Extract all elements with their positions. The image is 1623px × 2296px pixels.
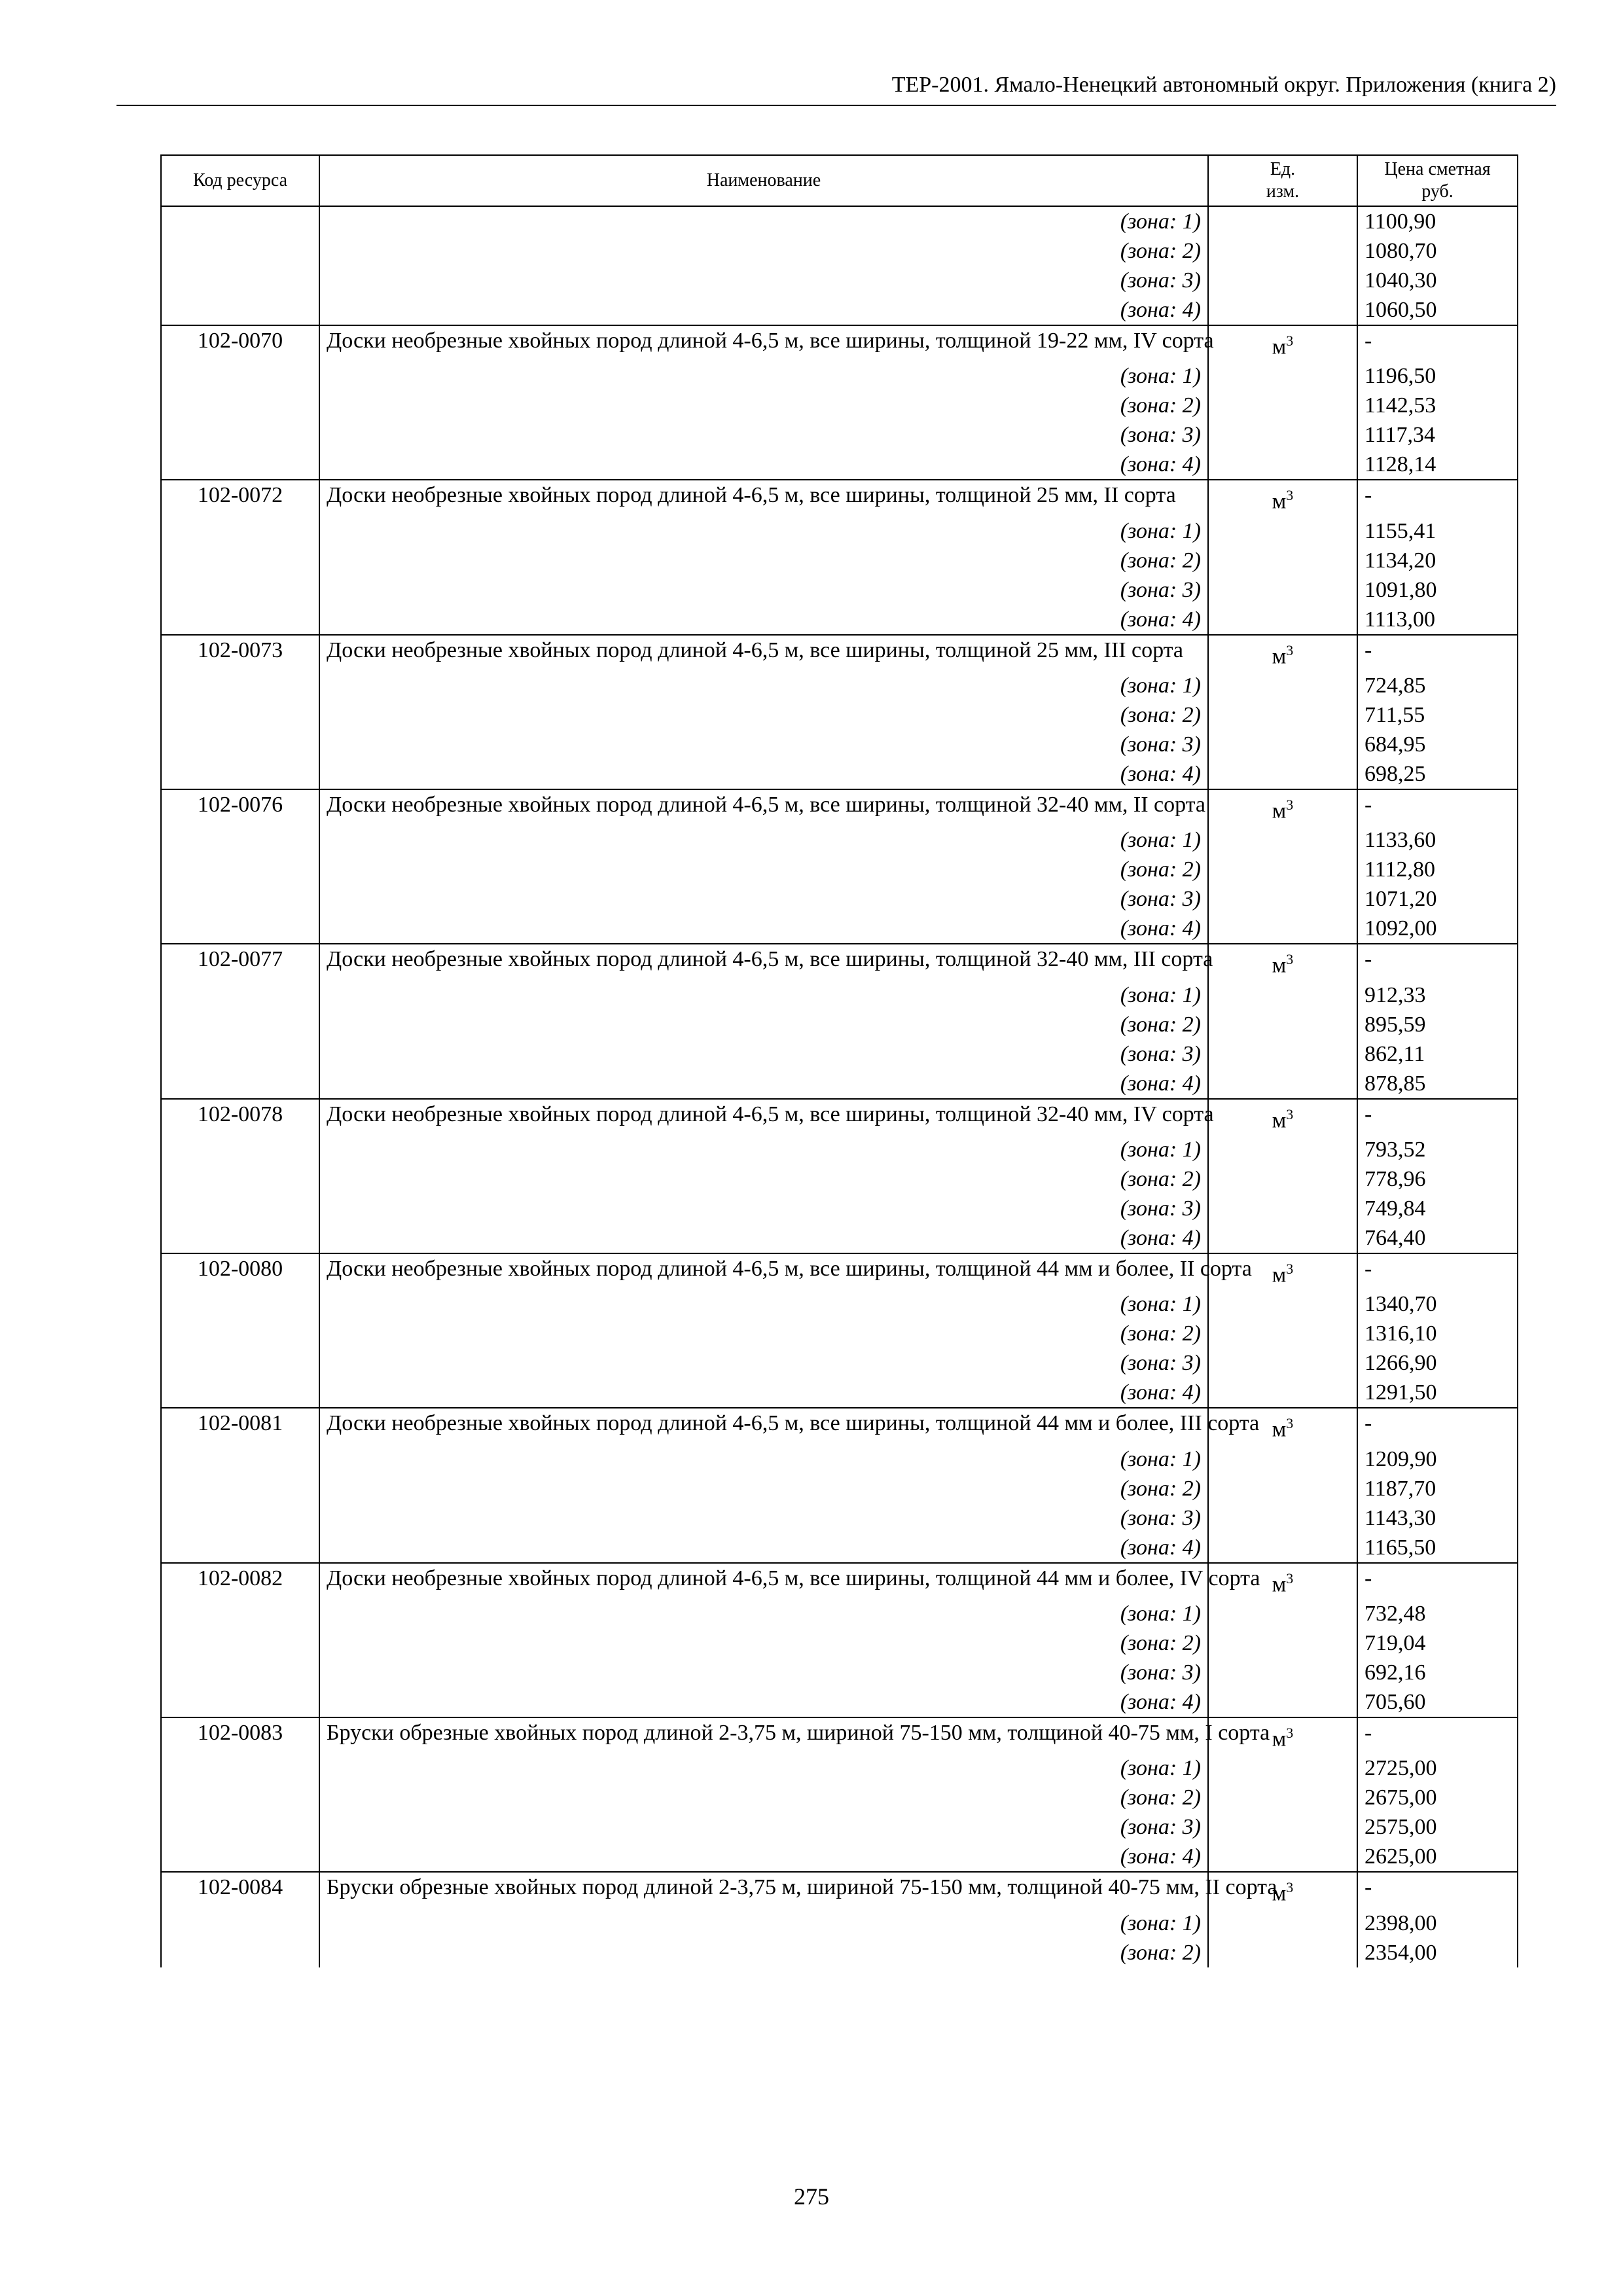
- zone-row: [161, 1223, 1518, 1253]
- zone-price: 1187,70: [1357, 1474, 1518, 1503]
- zone-label: (зона: 3): [319, 266, 1208, 295]
- resource-unit: $м^3$: [1208, 325, 1357, 361]
- resource-code: 102-0081: [161, 1408, 319, 1444]
- zone-row: [161, 1783, 1518, 1812]
- zone-price: 1071,20: [1357, 884, 1518, 914]
- zone-price: 1117,34: [1357, 420, 1518, 450]
- column-header-name: Наименование: [319, 155, 1208, 206]
- zone-price: 912,33: [1357, 980, 1518, 1010]
- zone-row: [161, 1194, 1518, 1223]
- zone-label: (зона: 4): [319, 605, 1208, 635]
- zone-price: 2725,00: [1357, 1753, 1518, 1783]
- column-header-code: Код ресурса: [161, 155, 319, 206]
- zone-price: 698,25: [1357, 759, 1518, 789]
- resource-name: Доски необрезные хвойных пород длиной 4-6,5 м, все ширины, толщиной 32-40 мм, II сорта: [319, 789, 1208, 825]
- zone-label: (зона: 1): [319, 1753, 1208, 1783]
- price-table: [160, 154, 1518, 1967]
- zone-row: [161, 1687, 1518, 1717]
- zone-price: 692,16: [1357, 1658, 1518, 1687]
- resource-row: [161, 480, 1518, 516]
- page-number: 275: [794, 2183, 829, 2210]
- zone-price: 2625,00: [1357, 1842, 1518, 1872]
- zone-label: (зона: 1): [319, 1599, 1208, 1628]
- resource-price: -: [1357, 944, 1518, 980]
- resource-unit: $м^3$: [1208, 635, 1357, 671]
- resource-row: [161, 944, 1518, 980]
- price-table-header: [161, 155, 1518, 206]
- zone-price: 764,40: [1357, 1223, 1518, 1253]
- zone-row: [161, 1378, 1518, 1408]
- zone-price: 862,11: [1357, 1039, 1518, 1069]
- resource-price: -: [1357, 1563, 1518, 1599]
- resource-code: 102-0076: [161, 789, 319, 825]
- resource-name: Доски необрезные хвойных пород длиной 4-6,5 м, все ширины, толщиной 44 мм и более, II сорта: [319, 1253, 1208, 1289]
- zone-row: [161, 516, 1518, 546]
- zone-price: 878,85: [1357, 1069, 1518, 1099]
- zone-price: 1196,50: [1357, 361, 1518, 391]
- resource-price: -: [1357, 480, 1518, 516]
- zone-row: [161, 206, 1518, 236]
- zone-label: (зона: 2): [319, 1783, 1208, 1812]
- zone-label: (зона: 2): [319, 1628, 1208, 1658]
- zone-row: [161, 1909, 1518, 1938]
- zone-row: [161, 914, 1518, 944]
- zone-label: (зона: 2): [319, 1938, 1208, 1967]
- zone-row: [161, 391, 1518, 420]
- zone-label: (зона: 2): [319, 1164, 1208, 1194]
- resource-price: -: [1357, 789, 1518, 825]
- zone-price: 684,95: [1357, 730, 1518, 759]
- zone-row: [161, 1039, 1518, 1069]
- resource-price: -: [1357, 1099, 1518, 1135]
- resource-unit: $м^3$: [1208, 1717, 1357, 1753]
- resource-unit: $м^3$: [1208, 1408, 1357, 1444]
- zone-row: [161, 1474, 1518, 1503]
- zone-row: [161, 1812, 1518, 1842]
- zone-price: 732,48: [1357, 1599, 1518, 1628]
- zone-label: (зона: 4): [319, 295, 1208, 325]
- zone-price: 1112,80: [1357, 855, 1518, 884]
- zone-row: [161, 1599, 1518, 1628]
- resource-code: 102-0083: [161, 1717, 319, 1753]
- resource-row: [161, 1408, 1518, 1444]
- zone-row: [161, 1628, 1518, 1658]
- zone-label: (зона: 3): [319, 1503, 1208, 1533]
- zone-price: 1266,90: [1357, 1348, 1518, 1378]
- zone-row: [161, 1938, 1518, 1967]
- zone-row: [161, 671, 1518, 700]
- zone-price: 2675,00: [1357, 1783, 1518, 1812]
- resource-price: -: [1357, 1408, 1518, 1444]
- zone-price: 2354,00: [1357, 1938, 1518, 1967]
- zone-price: 724,85: [1357, 671, 1518, 700]
- zone-label: (зона: 2): [319, 1010, 1208, 1039]
- resource-code: 102-0082: [161, 1563, 319, 1599]
- zone-price: 1291,50: [1357, 1378, 1518, 1408]
- zone-price: 1133,60: [1357, 825, 1518, 855]
- zone-price: 1209,90: [1357, 1444, 1518, 1474]
- zone-row: [161, 1289, 1518, 1319]
- zone-row: [161, 450, 1518, 480]
- zone-label: (зона: 3): [319, 1039, 1208, 1069]
- column-header-unit: Ед. изм.: [1208, 155, 1357, 206]
- resource-row: [161, 1099, 1518, 1135]
- resource-row: [161, 1717, 1518, 1753]
- page-header-title: ТЕР-2001. Ямало-Ненецкий автономный округ. Приложения (книга 2): [891, 73, 1556, 97]
- resource-row: [161, 635, 1518, 671]
- resource-row: [161, 1563, 1518, 1599]
- zone-price: 895,59: [1357, 1010, 1518, 1039]
- zone-label: (зона: 1): [319, 1909, 1208, 1938]
- zone-label: (зона: 4): [319, 1378, 1208, 1408]
- zone-label: (зона: 2): [319, 236, 1208, 266]
- zone-price: 1113,00: [1357, 605, 1518, 635]
- zone-price: 1143,30: [1357, 1503, 1518, 1533]
- zone-label: (зона: 3): [319, 1658, 1208, 1687]
- zone-label: (зона: 4): [319, 1533, 1208, 1563]
- zone-label: (зона: 3): [319, 1812, 1208, 1842]
- zone-label: (зона: 4): [319, 1687, 1208, 1717]
- resource-row: [161, 1253, 1518, 1289]
- zone-label: (зона: 3): [319, 1348, 1208, 1378]
- zone-row: [161, 575, 1518, 605]
- resource-unit: $м^3$: [1208, 1563, 1357, 1599]
- resource-code: 102-0078: [161, 1099, 319, 1135]
- column-header-price: Цена сметная руб.: [1357, 155, 1518, 206]
- zone-row: [161, 546, 1518, 575]
- zone-row: [161, 825, 1518, 855]
- zone-label: (зона: 1): [319, 1444, 1208, 1474]
- zone-label: (зона: 3): [319, 884, 1208, 914]
- resource-price: -: [1357, 1872, 1518, 1908]
- zone-label: (зона: 3): [319, 575, 1208, 605]
- price-table-body: [161, 206, 1518, 1967]
- zone-label: (зона: 1): [319, 206, 1208, 236]
- resource-code: 102-0070: [161, 325, 319, 361]
- zone-row: [161, 884, 1518, 914]
- zone-label: (зона: 1): [319, 1135, 1208, 1164]
- zone-price: 778,96: [1357, 1164, 1518, 1194]
- zone-label: (зона: 3): [319, 1194, 1208, 1223]
- zone-price: 1134,20: [1357, 546, 1518, 575]
- zone-row: [161, 759, 1518, 789]
- zone-row: [161, 1658, 1518, 1687]
- zone-row: [161, 605, 1518, 635]
- zone-row: [161, 1319, 1518, 1348]
- zone-price: 1165,50: [1357, 1533, 1518, 1563]
- resource-row: [161, 789, 1518, 825]
- resource-price: -: [1357, 325, 1518, 361]
- zone-row: [161, 1135, 1518, 1164]
- zone-row: [161, 1503, 1518, 1533]
- zone-row: [161, 1069, 1518, 1099]
- resource-row: [161, 1872, 1518, 1908]
- zone-label: (зона: 4): [319, 1842, 1208, 1872]
- page-header: [116, 68, 1556, 106]
- resource-unit: $м^3$: [1208, 480, 1357, 516]
- zone-label: (зона: 3): [319, 420, 1208, 450]
- zone-label: (зона: 4): [319, 1069, 1208, 1099]
- zone-row: [161, 1753, 1518, 1783]
- zone-label: (зона: 2): [319, 546, 1208, 575]
- resource-name: Доски необрезные хвойных пород длиной 4-6,5 м, все ширины, толщиной 19-22 мм, IV сорта: [319, 325, 1208, 361]
- zone-row: [161, 361, 1518, 391]
- resource-price: -: [1357, 1253, 1518, 1289]
- zone-price: 1091,80: [1357, 575, 1518, 605]
- zone-row: [161, 1444, 1518, 1474]
- zone-label: (зона: 1): [319, 980, 1208, 1010]
- resource-name: Бруски обрезные хвойных пород длиной 2-3,75 м, шириной 75-150 мм, толщиной 40-75 мм, II сорта: [319, 1872, 1208, 1908]
- zone-price: 2398,00: [1357, 1909, 1518, 1938]
- zone-price: 1155,41: [1357, 516, 1518, 546]
- zone-price: 1092,00: [1357, 914, 1518, 944]
- zone-label: (зона: 2): [319, 1319, 1208, 1348]
- zone-row: [161, 1010, 1518, 1039]
- zone-row: [161, 266, 1518, 295]
- zone-label: (зона: 3): [319, 730, 1208, 759]
- zone-price: 2575,00: [1357, 1812, 1518, 1842]
- zone-price: 1316,10: [1357, 1319, 1518, 1348]
- zone-label: (зона: 2): [319, 855, 1208, 884]
- zone-row: [161, 1348, 1518, 1378]
- resource-name: Бруски обрезные хвойных пород длиной 2-3,75 м, шириной 75-150 мм, толщиной 40-75 мм, I сорта: [319, 1717, 1208, 1753]
- resource-unit: $м^3$: [1208, 789, 1357, 825]
- zone-price: 1128,14: [1357, 450, 1518, 480]
- zone-row: [161, 1164, 1518, 1194]
- zone-price: 749,84: [1357, 1194, 1518, 1223]
- zone-label: (зона: 4): [319, 1223, 1208, 1253]
- resource-unit: $м^3$: [1208, 944, 1357, 980]
- zone-price: 1080,70: [1357, 236, 1518, 266]
- resource-code: 102-0073: [161, 635, 319, 671]
- zone-row: [161, 1533, 1518, 1563]
- zone-label: (зона: 4): [319, 759, 1208, 789]
- resource-name: Доски необрезные хвойных пород длиной 4-6,5 м, все ширины, толщиной 25 мм, III сорта: [319, 635, 1208, 671]
- zone-price: 1142,53: [1357, 391, 1518, 420]
- zone-price: 1340,70: [1357, 1289, 1518, 1319]
- resource-code: 102-0080: [161, 1253, 319, 1289]
- resource-row: [161, 325, 1518, 361]
- zone-label: (зона: 4): [319, 450, 1208, 480]
- zone-label: (зона: 1): [319, 361, 1208, 391]
- zone-price: 705,60: [1357, 1687, 1518, 1717]
- resource-unit: $м^3$: [1208, 1253, 1357, 1289]
- resource-name: Доски необрезные хвойных пород длиной 4-6,5 м, все ширины, толщиной 25 мм, II сорта: [319, 480, 1208, 516]
- zone-row: [161, 730, 1518, 759]
- zone-price: 711,55: [1357, 700, 1518, 730]
- zone-row: [161, 855, 1518, 884]
- resource-price: -: [1357, 1717, 1518, 1753]
- zone-row: [161, 980, 1518, 1010]
- zone-row: [161, 295, 1518, 325]
- resource-price: -: [1357, 635, 1518, 671]
- zone-row: [161, 420, 1518, 450]
- resource-name: Доски необрезные хвойных пород длиной 4-6,5 м, все ширины, толщиной 44 мм и более, III сорта: [319, 1408, 1208, 1444]
- zone-price: 719,04: [1357, 1628, 1518, 1658]
- resource-name: Доски необрезные хвойных пород длиной 4-6,5 м, все ширины, толщиной 44 мм и более, IV сорта: [319, 1563, 1208, 1599]
- zone-label: (зона: 1): [319, 516, 1208, 546]
- zone-label: (зона: 2): [319, 1474, 1208, 1503]
- resource-code: 102-0084: [161, 1872, 319, 1908]
- zone-row: [161, 236, 1518, 266]
- resource-name: Доски необрезные хвойных пород длиной 4-6,5 м, все ширины, толщиной 32-40 мм, III сорта: [319, 944, 1208, 980]
- resource-unit: $м^3$: [1208, 1872, 1357, 1908]
- zone-price: 793,52: [1357, 1135, 1518, 1164]
- zone-price: 1060,50: [1357, 295, 1518, 325]
- zone-label: (зона: 1): [319, 825, 1208, 855]
- zone-price: 1040,30: [1357, 266, 1518, 295]
- resource-name: Доски необрезные хвойных пород длиной 4-6,5 м, все ширины, толщиной 32-40 мм, IV сорта: [319, 1099, 1208, 1135]
- resource-code: 102-0072: [161, 480, 319, 516]
- zone-row: [161, 1842, 1518, 1872]
- resource-code: 102-0077: [161, 944, 319, 980]
- zone-label: (зона: 1): [319, 1289, 1208, 1319]
- zone-row: [161, 700, 1518, 730]
- zone-label: (зона: 2): [319, 700, 1208, 730]
- zone-label: (зона: 4): [319, 914, 1208, 944]
- zone-price: 1100,90: [1357, 206, 1518, 236]
- zone-label: (зона: 1): [319, 671, 1208, 700]
- resource-unit: $м^3$: [1208, 1099, 1357, 1135]
- zone-label: (зона: 2): [319, 391, 1208, 420]
